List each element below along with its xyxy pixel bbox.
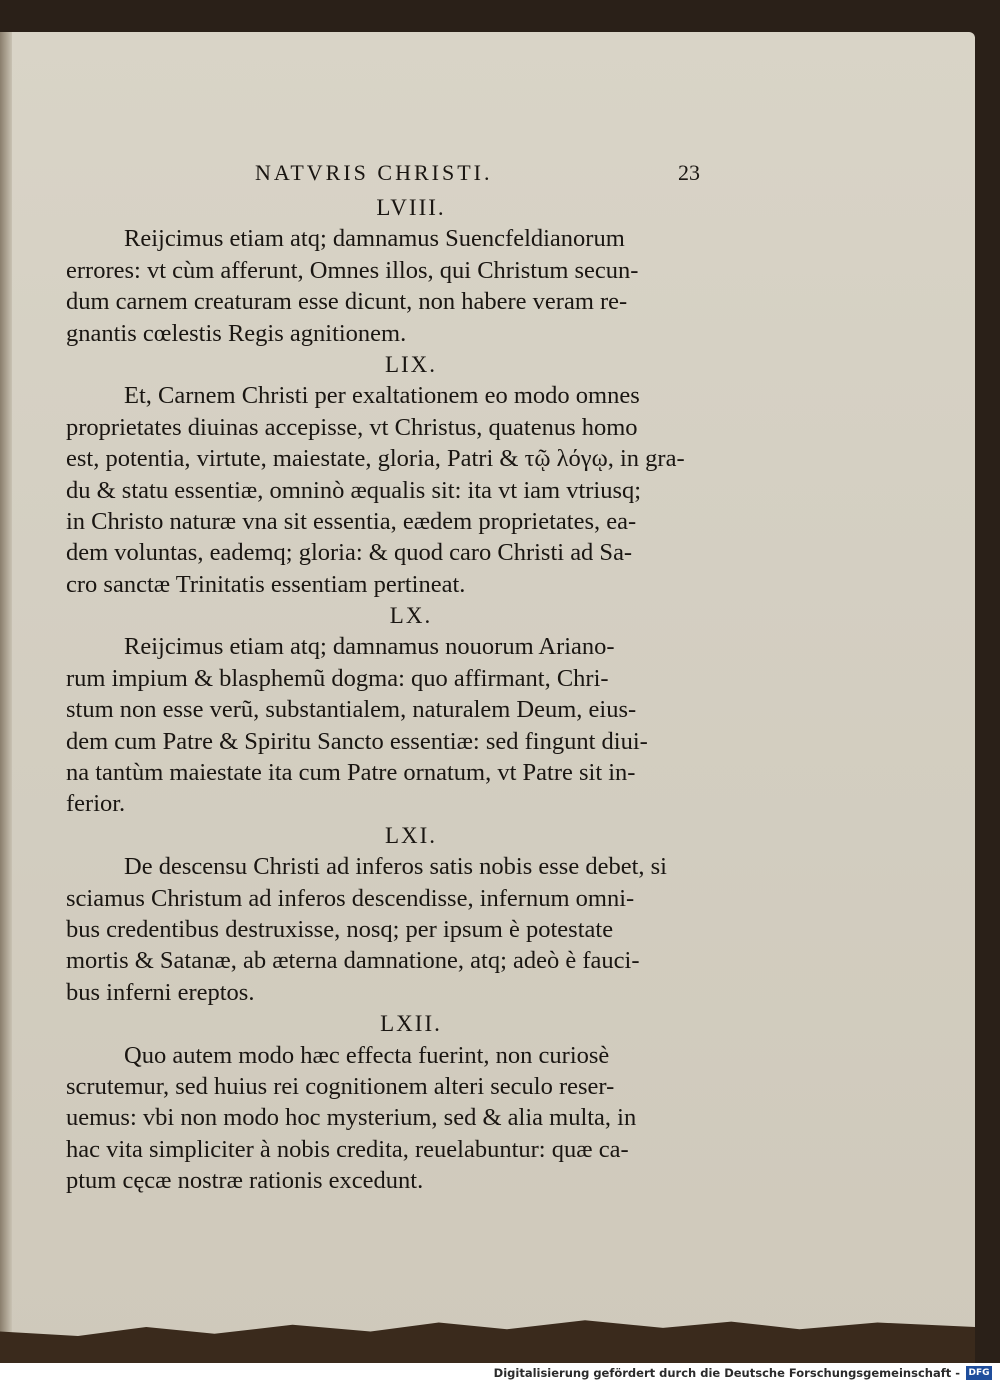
text-line: dem voluntas, eademq; gloria: & quod caro Christi ad Sa- [66, 539, 633, 567]
text-line: Reijcimus etiam atq; damnamus Suencfeldianorum [124, 225, 625, 253]
text-line: dem cum Patre & Spiritu Sancto essentiæ: sed fingunt diui- [66, 727, 648, 755]
text-line: De descensu Christi ad inferos satis nobis esse debet, si [124, 853, 667, 881]
text-line: hac vita simpliciter à nobis credita, reuelabuntur: quæ ca- [66, 1135, 629, 1163]
funding-credit: Digitalisierung gefördert durch die Deutsche Forschungsgemeinschaft - [493, 1366, 960, 1380]
text-line: stum non esse verũ, substantialem, naturalem Deum, eius- [66, 696, 637, 724]
text-line: du & statu essentiæ, omninò æqualis sit: ita vt iam vtriusq; [66, 476, 642, 504]
text-line: na tantùm maiestate ita cum Patre ornatum, vt Patre sit in- [66, 759, 636, 787]
text-line: uemus: vbi non modo hoc mysterium, sed & alia multa, in [66, 1104, 637, 1132]
page-text-block [66, 192, 726, 1197]
section-heading: LXI. [384, 822, 438, 848]
text-line: rum impium & blasphemũ dogma: quo affirmant, Chri- [66, 664, 609, 692]
text-line: Et, Carnem Christi per exaltationem eo modo omnes [124, 382, 640, 410]
page-number: 23 [678, 160, 700, 185]
text-line: bus inferni ereptos. [66, 978, 255, 1006]
text-line: mortis & Satanæ, ab æterna damnatione, atq; adeò è fauci- [66, 947, 640, 975]
text-line: Quo autem modo hæc effecta fuerint, non curiosè [124, 1041, 610, 1069]
text-line: sciamus Christum ad inferos descendisse, infernum omni- [66, 884, 635, 912]
section-heading: LIX. [384, 351, 438, 377]
section-heading: LX. [389, 603, 433, 629]
text-line: ptum cęcæ nostræ rationis excedunt. [66, 1167, 424, 1195]
text-line: scrutemur, sed huius rei cognitionem alteri seculo reser- [66, 1072, 615, 1100]
text-line: in Christo naturæ vna sit essentia, eædem proprietates, ea- [66, 507, 637, 535]
text-line: bus credentibus destruxisse, nosq; per ipsum è potestate [66, 915, 614, 943]
text-line: est, potentia, virtute, maiestate, gloria, Patri & τῷ λόγῳ, in gra- [66, 445, 685, 473]
section-heading: LXII. [380, 1011, 442, 1037]
text-line: proprietates diuinas accepisse, vt Christus, quatenus homo [66, 413, 638, 441]
text-line: ferior. [66, 790, 126, 818]
text-line: dum carnem creaturam esse dicunt, non habere veram re- [66, 288, 628, 316]
dfg-logo: DFG [966, 1366, 992, 1380]
page-gutter-shadow [0, 32, 12, 1363]
text-line: Reijcimus etiam atq; damnamus nouorum Ariano- [124, 633, 615, 661]
text-line: cro sanctæ Trinitatis essentiam pertineat. [66, 570, 466, 598]
running-title: NATVRIS CHRISTI. [255, 160, 493, 185]
digitization-footer [0, 1363, 1000, 1385]
section-heading: LVIII. [376, 195, 446, 220]
text-line: gnantis cœlestis Regis agnitionem. [66, 319, 407, 347]
text-line: errores: vt cùm afferunt, Omnes illos, qui Christum secun- [66, 256, 639, 284]
